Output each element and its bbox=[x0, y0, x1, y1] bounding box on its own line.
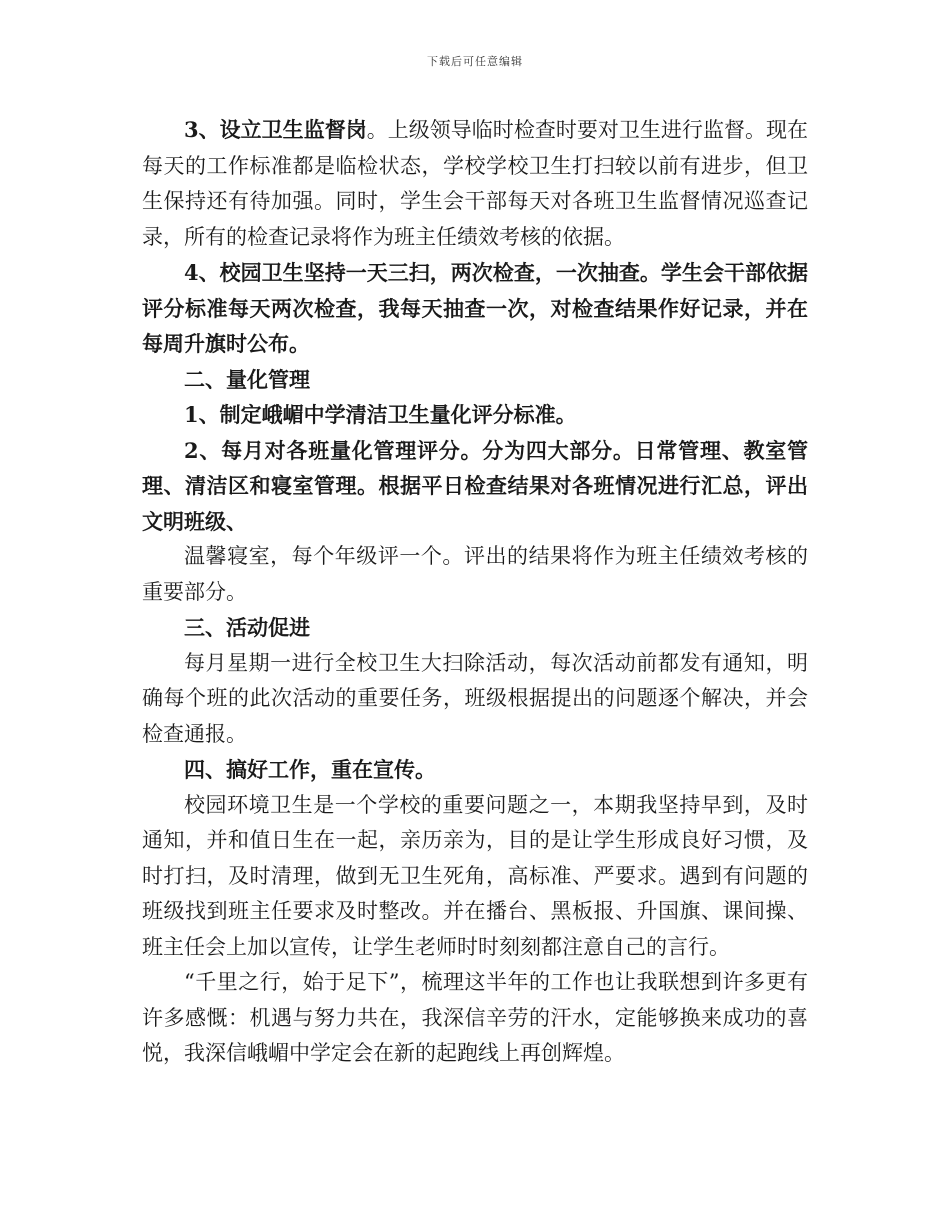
page-header: 下载后可任意编辑 bbox=[427, 55, 523, 68]
paragraph-conclusion: “千里之行，始于足下”，梳理这半年的工作也让我联想到许多更有许多感慨：机遇与努力共在，我深信辛劳的汗水，定能够换来成功的喜悦，我深信峨嵋中学定会在新的起跑线上再创辉煌。 bbox=[142, 970, 808, 1065]
paragraph-scoring-standard: 1、制定峨嵋中学清洁卫生量化评分标准。 bbox=[184, 402, 577, 427]
paragraph-daily-cleaning: 4、校园卫生坚持一天三扫，两次检查，一次抽查。学生会干部依据评分标准每天两次检查，我每天抽查一次，对检查结果作好记录，并在每周升旗时公布。 bbox=[142, 260, 808, 356]
paragraph-dormitory-award: 温馨寝室，每个年级评一个。评出的结果将作为班主任绩效考核的重要部分。 bbox=[142, 544, 808, 604]
paragraph-supervision-post bbox=[142, 112, 808, 255]
paragraph-campus-environment: 校园环境卫生是一个学校的重要问题之一，本期我坚持早到，及时通知，并和值日生在一起，亲历亲为，目的是让学生形成良好习惯，及时打扫，及时清理，做到无卫生死角，高标准、严要求。遇到有问题的班级找到班主任要求及时整改。并在播台、黑板报、升国旗、课间操、班主任会上加以宣传，让学生老师时时刻刻都注意自己的言行。 bbox=[142, 792, 808, 959]
paragraph-text: 。上级领导临时检查时要对卫生进行监督。现在每天的工作标准都是临检状态，学校学校卫生打扫较以前有进步，但卫生保持还有待加强。同时，学生会干部每天对各班卫生监督情况巡查记录，所有的检查记录将作为班主任绩效考核的依据。 bbox=[142, 118, 808, 249]
section-heading-publicity: 四、搞好工作，重在宣传。 bbox=[184, 757, 436, 782]
document-body bbox=[142, 112, 808, 1072]
section-heading-activity-promotion: 三、活动促进 bbox=[184, 615, 310, 640]
paragraph-cleaning-activity: 每月星期一进行全校卫生大扫除活动，每次活动前都发有通知，明确每个班的此次活动的重要任务，班级根据提出的问题逐个解决，并会检查通报。 bbox=[142, 650, 808, 746]
paragraph-monthly-scoring: 2、每月对各班量化管理评分。分为四大部分。日常管理、教室管理、清洁区和寝室管理。根据平日检查结果对各班情况进行汇总，评出文明班级、 bbox=[142, 437, 808, 534]
section-heading-quantified-management: 二、量化管理 bbox=[184, 366, 310, 392]
paragraph-lead: 3、设立卫生监督岗 bbox=[184, 117, 367, 142]
